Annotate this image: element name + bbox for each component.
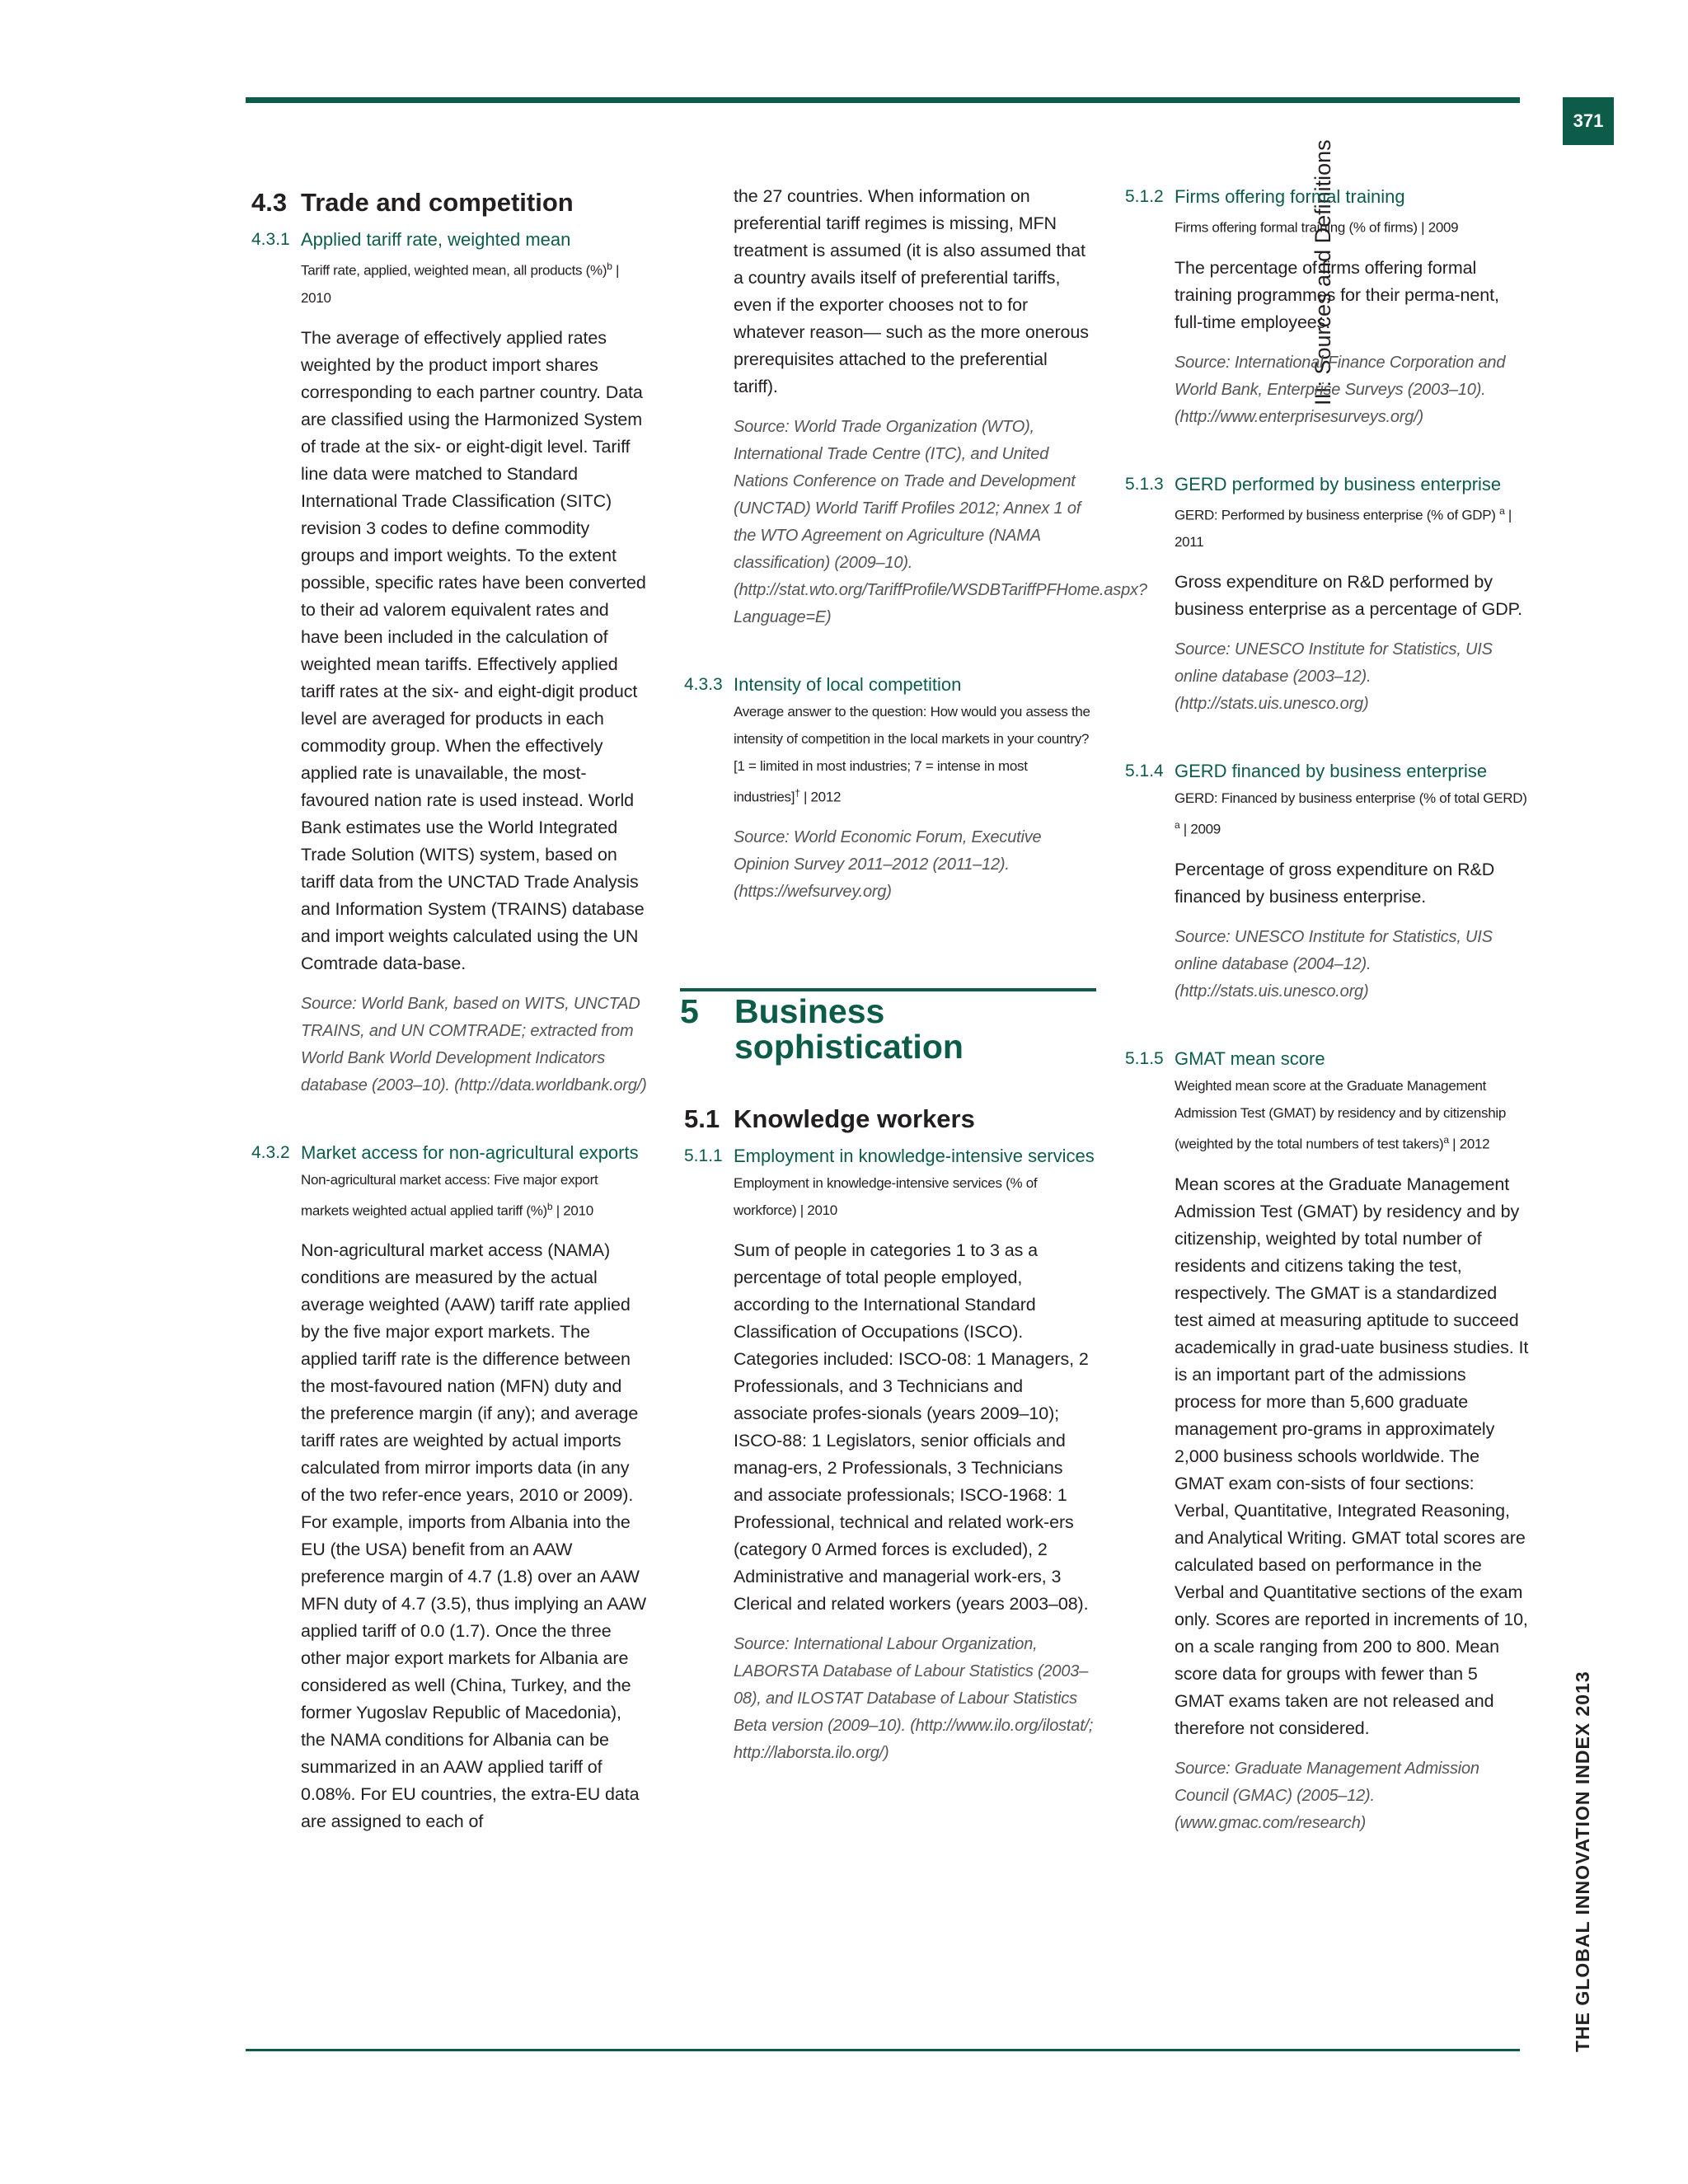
section-heading [251, 188, 647, 218]
indicator-description: Gross expenditure on R&D performed by business enterprise as a percentage of GDP. [1175, 572, 1522, 620]
indicator-title: Market access for non-agricultural exports [301, 1141, 639, 1163]
indicator-definition [1175, 1072, 1529, 1158]
definition-text: Firms offering formal training (% of firms) | 2009 [1175, 219, 1459, 236]
page-number: 371 [1563, 97, 1614, 145]
indicator-number: 4.3.1 [251, 230, 290, 249]
indicator-source: Source: World Trade Organization (WTO), International Trade Centre (ITC), and United Nations Conference on Trade and Development (UNCTAD) World Tariff Profiles 2012; Annex 1 of the WTO Agreement on Agriculture (NAMA classification) (2009–10). (http://stat.wto.org/TariffProfile/WSDBTariffPFHome.aspx?Language=E) [734, 418, 1147, 626]
indicator-description: Sum of people in categories 1 to 3 as a percentage of total people employed, according to the International Standard Classification of Occupations (ISCO). Categories included: ISCO-08: 1 Managers, 2 Professionals, and 3 Technicians and associate profes-sionals (years 2009–10); ISCO-88: 1 Legislators, senior officials and manag-ers, 2 Professionals, 3 Technicians and associate professionals; ISCO-1968: 1 Professional, technical and related work-ers (category 0 Armed forces is excluded), 2 Administrative and managerial work-ers, 3 Clerical and related workers (years 2003–08). [734, 1240, 1089, 1614]
indicator-description: Non-agricultural market access (NAMA) conditions are measured by the actual average weighted (AAW) tariff rate applied by the five major export markets. The applied tariff rate is the difference between the most-favoured nation (MFN) duty and the preference margin (if any); and average tariff rates are weighted by actual imports calculated from mirror imports data (in any of the two refer-ence years, 2010 or 2009). For example, imports from Albania into the EU (the USA) benefit from an AAW preference margin of 4.7 (1.8) over an AAW MFN duty of 4.7 (3.5), thus implying an AAW applied tariff of 0.0 (1.7). Once the three other major export markets for Albania are considered as well (China, Turkey, and the former Yugoslav Republic of Macedonia), the NAMA conditions for Albania can be summarized in an AAW applied tariff of 0.08%. For EU countries, the extra-EU data are assigned to each of [301, 1240, 647, 1832]
indicator-title: GMAT mean score [1175, 1047, 1325, 1069]
definition-footnote: a [1499, 504, 1505, 517]
indicator-definition [734, 698, 1096, 811]
indicator-title: Firms offering formal training [1175, 186, 1405, 207]
definition-year: | 2010 [552, 1202, 593, 1219]
indicator-description: Percentage of gross expenditure on R&D financed by business enterprise. [1175, 859, 1495, 907]
indicator-number: 4.3.2 [251, 1142, 290, 1162]
indicator-definition: Employment in knowledge-intensive services (% of workforce) | 2010 [734, 1174, 1038, 1218]
pillar-title: Business sophistication [734, 991, 964, 1066]
top-rule [246, 97, 1520, 103]
section-tab: III: Sources and Definitions [1311, 139, 1335, 405]
indicator-number: 5.1.4 [1125, 762, 1164, 781]
indicator-definition [1175, 498, 1529, 556]
definition-footnote: b [546, 1200, 553, 1212]
indicator-source: Source: International Labour Organization, LABORSTA Database of Labour Statistics (2003–08), and ILOSTAT Database of Labour Statistics Beta version (2009–10). (http://www.ilo.org/ilostat/; http://laborsta.ilo.org/) [734, 1634, 1094, 1762]
indicator-body [1175, 1072, 1529, 1837]
column-3 [1125, 188, 1529, 1877]
indicator-body [734, 1169, 1096, 1767]
definition-text: Weighted mean score at the Graduate Management Admission Test (GMAT) by residency and by citizenship (weighted by the total numbers of test takers) [1175, 1077, 1507, 1152]
section-title: Knowledge workers [734, 1104, 975, 1133]
indicator-heading [1125, 471, 1529, 498]
indicator-body [1175, 210, 1529, 431]
indicator-source: Source: International Finance Corporation and World Bank, Enterprise Surveys (2003–10). (http://www.enterprisesurveys.org/) [1175, 353, 1506, 426]
indicator-heading [1125, 757, 1529, 785]
pillar-number: 5 [680, 991, 699, 1030]
indicator-title: Employment in knowledge-intensive services [734, 1145, 1095, 1166]
indicator-title: GERD performed by business enterprise [1175, 473, 1502, 494]
indicator-source: Source: World Bank, based on WITS, UNCTAD TRAINS, and UN COMTRADE; extracted from World Bank World Development Indicators database (2003–10). (http://data.worldbank.org/) [301, 994, 647, 1094]
indicator-body [734, 698, 1096, 906]
indicator-heading [684, 671, 1096, 698]
definition-year: | 2010 [301, 262, 620, 306]
definition-year: | 2012 [799, 789, 842, 805]
report-title: THE GLOBAL INNOVATION INDEX 2013 [1572, 1671, 1593, 2052]
indicator-number: 4.3.3 [684, 675, 723, 694]
definition-footnote: b [607, 260, 612, 272]
section-heading [684, 1104, 1096, 1134]
indicator-heading [1125, 1045, 1529, 1072]
indicator-number: 5.1.1 [684, 1146, 723, 1165]
definition-year: | 2011 [1175, 507, 1512, 551]
section-number: 5.1 [684, 1104, 720, 1133]
indicator-description: Mean scores at the Graduate Management Admission Test (GMAT) by residency and by citizenship, weighted by total number of residents and citizens taking the test, respectively. The GMAT is a standardized test aimed at measuring aptitude to succeed academically in grad-uate business studies. It is an important part of the admissions process for more than 5,600 graduate management pro-grams in approximately 2,000 business schools worldwide. The GMAT exam con-sists of four sections: Verbal, Quantitative, Integrated Reasoning, and Analytical Writing. GMAT total scores are calculated based on performance in the Verbal and Quantitative sections of the exam only. Scores are reported in increments of 10, on a scale ranging from 200 to 800. Mean score data for groups with fewer than 5 GMAT exams taken are not released and therefore not considered. [1175, 1174, 1529, 1738]
section-title: Trade and competition [301, 188, 574, 217]
indicator-heading [251, 1139, 647, 1166]
indicator-definition [301, 1166, 647, 1225]
indicator-heading [1125, 183, 1529, 210]
section-number: 4.3 [251, 188, 288, 217]
indicator-description: The average of effectively applied rates weighted by the product import shares corresponding to each partner country. Data are classified using the Harmonized System of trade at the six- or eight-digit level. Tariff line data were matched to Standard International Trade Classification (SITC) revision 3 codes to define commodity groups and import weights. To the extent possible, specific rates have been converted to their ad valorem equivalent rates and have been included in the calculation of weighted mean tariffs. Effectively applied tariff rates at the six- and eight-digit product level are averaged for products in each commodity group. When the effectively applied rate is unavailable, the most-favoured nation rate is used instead. World Bank estimates use the World Integrated Trade Solution (WITS) system, based on tariff data from the UNCTAD Trade Analysis and Information System (TRAINS) database and import weights calculated using the UN Comtrade data-base. [301, 327, 646, 973]
indicator-definition [301, 253, 647, 312]
indicator-source: Source: World Economic Forum, Executive Opinion Survey 2011–2012 (2011–12). (https://wefsurvey.org) [734, 827, 1042, 901]
definition-text: Non-agricultural market access: Five major export markets weighted actual applied tariff (%) [301, 1171, 598, 1219]
indicator-body [1175, 498, 1529, 719]
indicator-source: Source: Graduate Management Admission Council (GMAC) (2005–12). (www.gmac.com/research) [1175, 1759, 1479, 1832]
indicator-title: GERD financed by business enterprise [1175, 761, 1488, 782]
indicator-description: The percentage of firms offering formal training programmes for their perma-nent, full-time employees. [1175, 257, 1499, 332]
definition-text: GERD: Performed by business enterprise (% of GDP) [1175, 507, 1500, 523]
column-1 [251, 188, 647, 1835]
definition-footnote: † [795, 787, 800, 799]
indicator-body [1175, 785, 1529, 1005]
indicator-number: 5.1.2 [1125, 187, 1164, 206]
indicator-title: Applied tariff rate, weighted mean [301, 229, 571, 250]
bottom-rule [246, 2049, 1520, 2051]
indicator-number: 5.1.5 [1125, 1048, 1164, 1068]
indicator-body [301, 253, 647, 1099]
definition-year: | 2009 [1179, 821, 1221, 837]
indicator-heading [684, 1142, 1096, 1169]
indicator-description-continued: the 27 countries. When information on preferential tariff regimes is missing, MFN treatment is assumed (it is also assumed that a country avails itself of preferential tariffs, even if the exporter chooses not to for whatever reason— such as the more onerous prerequisites attached to the preferential tariff). [734, 186, 1089, 396]
indicator-source: Source: UNESCO Institute for Statistics, UIS online database (2004–12). (http://stats.uis.unesco.org) [1175, 927, 1493, 1001]
indicator-heading [251, 226, 647, 253]
definition-footnote: a [1443, 1133, 1449, 1146]
indicator-number: 5.1.3 [1125, 474, 1164, 494]
indicator-body [301, 1166, 647, 1836]
definition-footnote: a [1175, 819, 1180, 832]
definition-text: Average answer to the question: How would you assess the intensity of competition in the local markets in your country? [1 = limited in most industries; 7 = intense in most industries] [734, 704, 1090, 805]
definition-year: | 2012 [1448, 1136, 1490, 1152]
indicator-title: Intensity of local competition [734, 674, 962, 695]
definition-text: Tariff rate, applied, weighted mean, all products (%) [301, 262, 607, 279]
indicator-source: Source: UNESCO Institute for Statistics, UIS online database (2003–12). (http://stats.uis.unesco.org) [1175, 640, 1493, 714]
pillar-heading [680, 988, 1096, 1065]
indicator-definition [1175, 785, 1529, 843]
definition-text: GERD: Financed by business enterprise (% of total GERD) [1175, 790, 1527, 807]
indicator-definition [1175, 210, 1529, 241]
